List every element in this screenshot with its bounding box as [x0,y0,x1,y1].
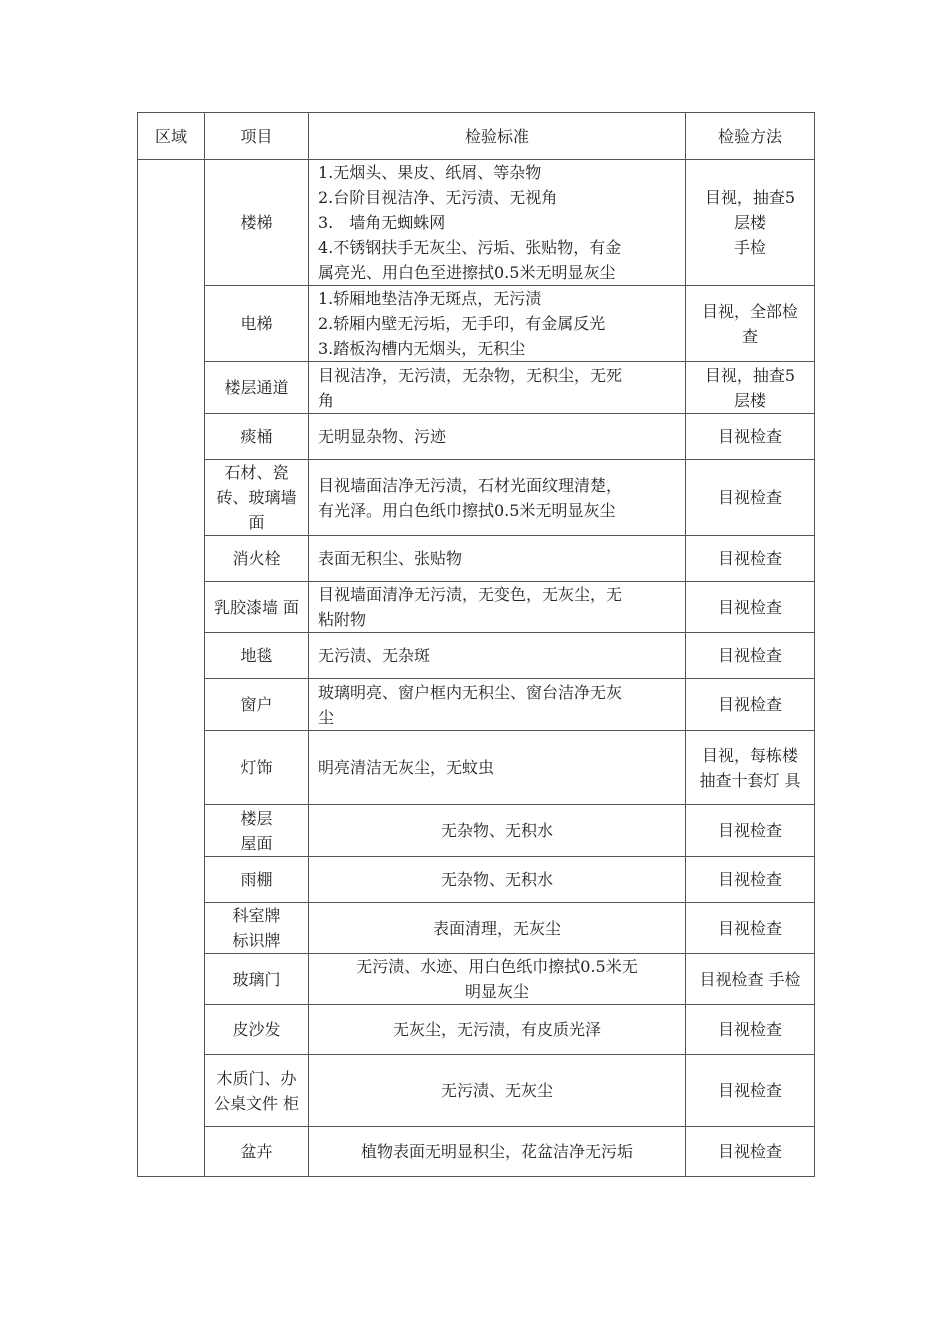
item-cell-line: 科室牌 [232,906,281,925]
table-row [138,414,815,460]
item-cell [205,1127,309,1177]
standard-cell [309,857,686,903]
header-method: 检验方法 [686,113,815,160]
standard-cell-line: 目视墙面清净无污渍，无变色，无灰尘，无 [318,585,623,604]
standard-cell-line: 2.轿厢内壁无污垢，无手印，有金属反光 [318,314,606,333]
table-row [138,1127,815,1177]
standard-cell-line: 玻璃明亮、窗户框内无积尘、窗台洁净无灰 [318,682,623,702]
method-cell [686,857,815,903]
standard-cell [309,954,686,1005]
method-cell-line: 目视检查 [717,918,782,938]
table-header-row [138,113,815,160]
standard-cell [309,160,686,286]
table-row [138,362,815,414]
standard-cell-line: 表面无积尘、张贴物 [318,549,463,568]
method-cell [686,160,815,286]
item-cell-line: 地毯 [240,646,273,665]
table-row [138,1005,815,1055]
method-cell [686,633,815,679]
item-cell-line: 标识牌 [232,931,281,950]
standard-cell [309,633,686,679]
standard-cell-line: 属亮光、用白色至进擦拭0.5米无明显灰尘 [318,263,616,282]
table-row [138,805,815,857]
header-standard: 检验标准 [309,113,686,160]
standard-cell-line: 植物表面无明显积尘，花盆洁净无污垢 [360,1142,633,1161]
table-row [138,633,815,679]
item-cell-line: 砖、玻璃墙 [216,488,297,507]
item-cell [205,160,309,286]
item-cell [205,954,309,1005]
standard-cell-line: 无杂物、无积水 [440,821,553,840]
standard-cell [309,805,686,857]
method-cell-line: 目视检查 [717,821,782,840]
item-cell [205,633,309,679]
table-row [138,731,815,805]
table-row [138,679,815,731]
header-area: 区域 [138,113,205,160]
standard-cell-line: 3.踏板沟槽内无烟头，无积尘 [318,339,526,358]
standard-cell-line: 无明显杂物、污迹 [318,427,447,446]
standard-cell-line: 粘附物 [318,610,367,629]
table-row [138,286,815,362]
standard-cell-line: 4.不锈钢扶手无灰尘、污垢、张贴物，有金 [318,238,622,257]
method-cell-line: 层楼 [733,213,766,232]
method-cell [686,536,815,582]
item-cell [205,1055,309,1127]
method-cell-line: 目视检查 [717,549,782,568]
standard-cell [309,1055,686,1127]
item-cell-line: 乳胶漆墙 面 [213,597,300,617]
method-cell-line: 目视检查 [717,1020,782,1039]
header-item: 项目 [205,113,309,160]
item-cell [205,731,309,805]
standard-cell-line: 3. 墙角无蜘蛛网 [318,213,446,232]
item-cell-line: 屋面 [240,833,273,853]
standard-cell-line: 无污渍、水迹、用白色纸巾擦拭0.5米无 [356,957,638,976]
table-row [138,160,815,286]
method-cell [686,414,815,460]
standard-cell [309,362,686,414]
method-cell [686,1005,815,1055]
item-cell [205,805,309,857]
standard-cell-line: 无污渍、无杂斑 [318,646,431,665]
item-cell [205,1005,309,1055]
standard-cell-line: 无杂物、无积水 [440,870,553,889]
table-row [138,903,815,954]
item-cell [205,536,309,582]
method-cell [686,1127,815,1177]
method-cell [686,286,815,362]
method-cell [686,805,815,857]
item-cell [205,414,309,460]
area-cell [138,160,205,1177]
item-cell-line: 消火栓 [232,549,281,568]
item-cell [205,286,309,362]
method-cell-line: 目视检查 [717,646,782,665]
standard-cell-line: 无污渍、无灰尘 [440,1081,553,1100]
item-cell [205,903,309,954]
item-cell [205,582,309,633]
method-cell [686,731,815,805]
table-row [138,1055,815,1127]
standard-cell-line: 角 [318,390,335,410]
item-cell [205,460,309,536]
inspection-standards-table [137,112,815,1177]
item-cell [205,362,309,414]
standard-cell-line: 无灰尘，无污渍，有皮质光泽 [392,1020,601,1039]
table-row [138,536,815,582]
standard-cell [309,731,686,805]
standard-cell [309,1005,686,1055]
standard-cell [309,536,686,582]
method-cell-line: 目视检查 [717,597,782,617]
standard-cell-line: 1.无烟头、果皮、纸屑、等杂物 [318,163,542,182]
method-cell-line: 目视检查 [717,695,782,714]
method-cell [686,903,815,954]
item-cell-line: 灯饰 [240,758,273,777]
table-row [138,954,815,1005]
table-row [138,460,815,536]
standard-cell [309,903,686,954]
standard-cell-line: 有光泽。用白色纸巾擦拭0.5米无明显灰尘 [318,500,616,520]
standard-cell [309,414,686,460]
method-cell-line: 目视，全部检 [701,301,798,321]
method-cell [686,582,815,633]
item-cell-line: 楼梯 [240,213,273,232]
method-cell-line: 抽查十套灯 具 [699,770,801,790]
table-row [138,582,815,633]
standard-cell [309,286,686,362]
item-cell-line: 玻璃门 [232,969,281,989]
item-cell-line: 公桌文件 柜 [213,1093,300,1113]
standard-cell-line: 尘 [318,707,335,727]
item-cell-line: 盆卉 [240,1142,273,1161]
table-row [138,857,815,903]
standard-cell-line: 1.轿厢地垫洁净无斑点，无污渍 [318,289,542,308]
method-cell [686,362,815,414]
method-cell-line: 手检 [733,238,766,257]
method-cell [686,679,815,731]
method-cell-line: 目视检查 手检 [699,969,801,989]
standard-cell [309,460,686,536]
method-cell-line: 查 [741,326,758,346]
method-cell [686,1055,815,1127]
item-cell-line: 石材、瓷 [224,463,289,482]
standard-cell-line: 明亮清洁无灰尘，无蚊虫 [318,758,495,777]
standard-cell-line: 明显灰尘 [464,982,529,1001]
standard-cell [309,1127,686,1177]
item-cell-line: 窗户 [240,695,273,714]
standard-cell-line: 2.台阶目视洁净、无污渍、无视角 [318,188,558,207]
standard-cell [309,679,686,731]
item-cell-line: 楼层通道 [224,378,289,397]
method-cell-line: 目视检查 [717,870,782,889]
item-cell [205,679,309,731]
method-cell-line: 目视，每栋楼 [701,745,798,765]
item-cell-line: 雨棚 [240,870,273,889]
standard-cell-line: 目视洁净，无污渍，无杂物，无积尘，无死 [318,365,623,385]
item-cell-line: 面 [248,513,265,532]
method-cell-line: 目视，抽查5 [704,365,796,385]
standard-cell-line: 表面清理，无灰尘 [432,918,561,938]
method-cell-line: 层楼 [733,390,766,410]
item-cell-line: 楼层 [240,808,273,828]
standard-cell [309,582,686,633]
item-cell-line: 皮沙发 [232,1020,281,1039]
method-cell-line: 目视检查 [717,427,782,446]
item-cell-line: 痰桶 [240,427,273,446]
method-cell [686,954,815,1005]
item-cell-line: 电梯 [240,314,273,333]
method-cell-line: 目视，抽查5 [704,188,796,207]
method-cell-line: 目视检查 [717,1142,782,1161]
item-cell-line: 木质门、办 [216,1068,297,1088]
method-cell-line: 目视检查 [717,1081,782,1100]
item-cell [205,857,309,903]
method-cell [686,460,815,536]
standard-cell-line: 目视墙面洁净无污渍，石材光面纹理清楚， [318,475,623,495]
method-cell-line: 目视检查 [717,488,782,507]
